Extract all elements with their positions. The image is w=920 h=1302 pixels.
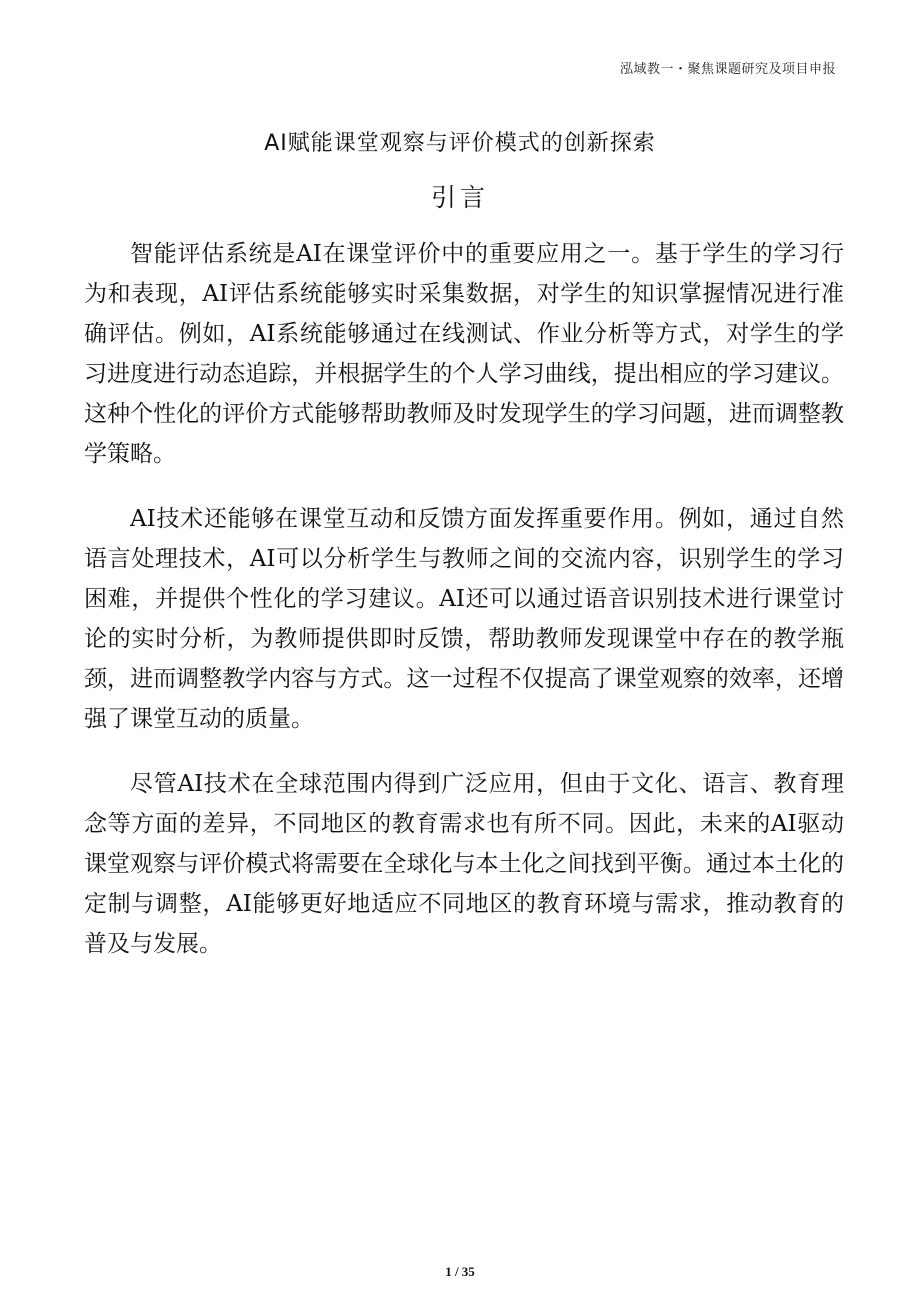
document-body bbox=[84, 234, 844, 989]
page-header: 泓域教一・聚焦课题研究及项目申报 bbox=[619, 62, 836, 77]
paragraph: 尽管AI技术在全球范围内得到广泛应用，但由于文化、语言、教育理念等方面的差异，不同地区的教育需求也有所不同。因此，未来的AI驱动课堂观察与评价模式将需要在全球化与本土化之间找到平衡。通过本土化的定制与调整，AI能够更好地适应不同地区的教育环境与需求，推动教育的普及与发展。 bbox=[84, 771, 844, 957]
section-heading: 引言 bbox=[430, 183, 489, 212]
document-title: AI赋能课堂观察与评价模式的创新探索 bbox=[264, 131, 656, 156]
paragraph: AI技术还能够在课堂互动和反馈方面发挥重要作用。例如，通过自然语言处理技术，AI可以分析学生与教师之间的交流内容，识别学生的学习困难，并提供个性化的学习建议。AI还可以通过语音识别技术进行课堂讨论的实时分析，为教师提供即时反馈，帮助教师发现课堂中存在的教学瓶颈，进而调整教学内容与方式。这一过程不仅提高了课堂观察的效率，还增强了课堂互动的质量。 bbox=[84, 506, 844, 732]
paragraph: 智能评估系统是AI在课堂评价中的重要应用之一。基于学生的学习行为和表现，AI评估系统能够实时采集数据，对学生的知识掌握情况进行准确评估。例如，AI系统能够通过在线测试、作业分析等方式，对学生的学习进度进行动态追踪，并根据学生的个人学习曲线，提出相应的学习建议。这种个性化的评价方式能够帮助教师及时发现学生的学习问题，进而调整教学策略。 bbox=[84, 241, 844, 467]
page-number: 1 / 35 bbox=[445, 1264, 475, 1279]
